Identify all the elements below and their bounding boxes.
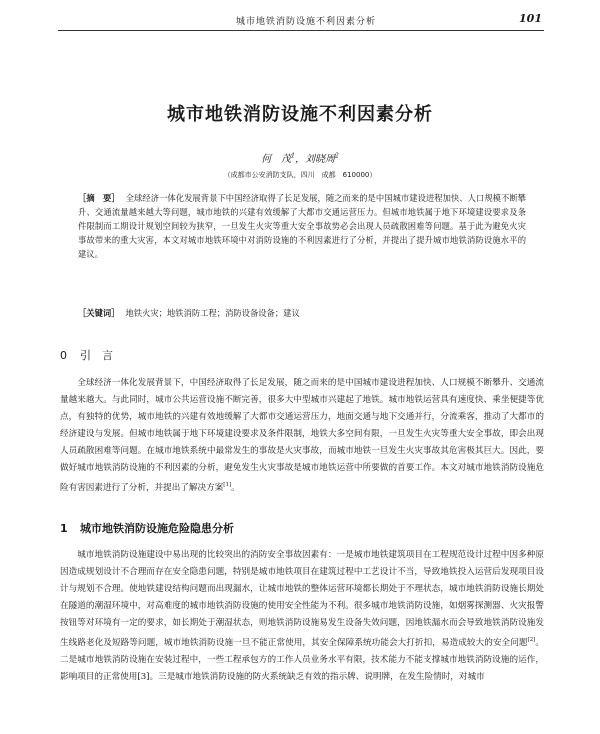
- citation-ref: [2]: [527, 637, 536, 643]
- abstract-label: ［摘 要］: [78, 193, 120, 203]
- paragraph-text: 城市地铁消防设施建设中易出现的比较突出的消防安全事故因素有：一是城市地铁建筑项目在工程规范设计过程中因多种原因造成规划设计不合理而存在安全隐患问题，特别是城市地铁项目在建筑过程中工艺设计不当，导致地铁投入运营后发现项目设计与规划不合理。使地铁建设结构问题而出现漏水，让城市地铁的整体运营环境都长期处于不理状态，城市地铁消防设施长期处在隧道的潮湿环境中，对高难度的城市地铁消防设施的使用安全性能为不利。很多城市地铁消防设施，如烟雾探测器、火灾报警按钮等对环境有一定的要求，如长期处于潮湿状态，则地铁消防设施易发生设备失效问题，因地铁漏水而会导致地铁消防设施发生线路老化及短路等问题，城市地铁消防设施一旦不能正常使用，其安全保障系统功能会大打折扣，易造成较大的安全问题: [60, 550, 544, 648]
- abstract-text: 全球经济一体化发展背景下中国经济取得了长足发展，随之而来的是中国城市建设进程加快、人口规模不断攀升、交通流量越来越大等问题，城市地铁的兴建有效缓解了大都市交通运营压力。但城市地铁属于地下环境建设要求及条件限制而工期设计规划空间较为狭窄，一旦发生火灾等重大安全事故势必会出现人员疏散困难等问题。基于此为避免火灾事故带来的重大灾害，本文对城市地铁环境中对消防设施的不利因素进行了分析，并提出了提升城市地铁消防设施水平的建议。: [78, 193, 526, 259]
- keywords-label: ［关键词］: [78, 308, 120, 318]
- author-2: 刘晓周: [305, 154, 335, 165]
- affiliation: （成都市公安消防支队，四川 成都 610000）: [223, 171, 377, 179]
- section-number: 0: [60, 349, 67, 362]
- citation-ref: [1]: [223, 482, 232, 488]
- keywords: [78, 306, 526, 320]
- paper-title: 城市地铁消防设施不利因素分析: [167, 104, 433, 125]
- paragraph-text-end: 。二是城市地铁消防设施在安装过程中，一些工程承包方的工作人员业务水平有限，技术能力不能支撑城市地铁消防设施的运作，影响项目的正常使用[3]。三是城市地铁消防设施的防火系统缺乏有效的指示牌、说明牌，在发生险情时，对城市: [60, 637, 544, 682]
- section-heading-intro: [60, 347, 113, 363]
- running-title: 城市地铁消防设施不利因素分析: [236, 17, 377, 27]
- author-2-affil-mark: 2: [335, 152, 339, 160]
- author-1-affil-mark: 1: [291, 152, 295, 160]
- author-separator: ，: [295, 154, 305, 165]
- section-title: 引 言: [80, 349, 113, 362]
- running-header: [58, 8, 544, 31]
- intro-paragraph: [60, 375, 544, 497]
- keywords-text: 地铁火灾；地铁消防工程；消防设备设备；建议: [125, 308, 300, 318]
- author-1: 何 茂: [261, 154, 292, 165]
- author-line: [0, 150, 600, 165]
- section-title: 城市地铁消防设施危险隐患分析: [80, 522, 234, 535]
- paragraph-text-end: 。: [231, 482, 240, 493]
- paragraph-text: 全球经济一体化发展背景下，中国经济取得了长足发展，随之而来的是中国城市建设进程加快、人口规模不断攀升、交通流量越来越大。与此同时，城市公共运营设施不断完善，很多大中型城市兴建起了地铁。城市地铁运营具有速度快、乘坐便捷等优点，有独特的优势，城市地铁的兴建有效地缓解了大都市交通运营压力，地面交通与地下交通并行，分流乘客，推动了大都市的经济建设与发展。但城市地铁属于地下环境建设要求及条件限制，地铁大多空间有限，一旦发生火灾等重大安全事故，即会出现人员疏散困难等问题。在城市地铁系统中最常发生的事故是火灾事故，而城市地铁一旦发生火灾事故其危害极其巨大。因此，要做好城市地铁消防设施的不利因素的分析，避免发生火灾事故是城市地铁运营中所要做的首要工作。本文对城市地铁消防设施危险有害因素进行了分析，并提出了解决方案: [60, 378, 544, 493]
- page-number: 101: [519, 12, 542, 25]
- section-heading-hazards: [60, 520, 234, 536]
- hazard-paragraph: [60, 547, 544, 686]
- section-number: 1: [60, 522, 68, 535]
- abstract: [78, 191, 526, 261]
